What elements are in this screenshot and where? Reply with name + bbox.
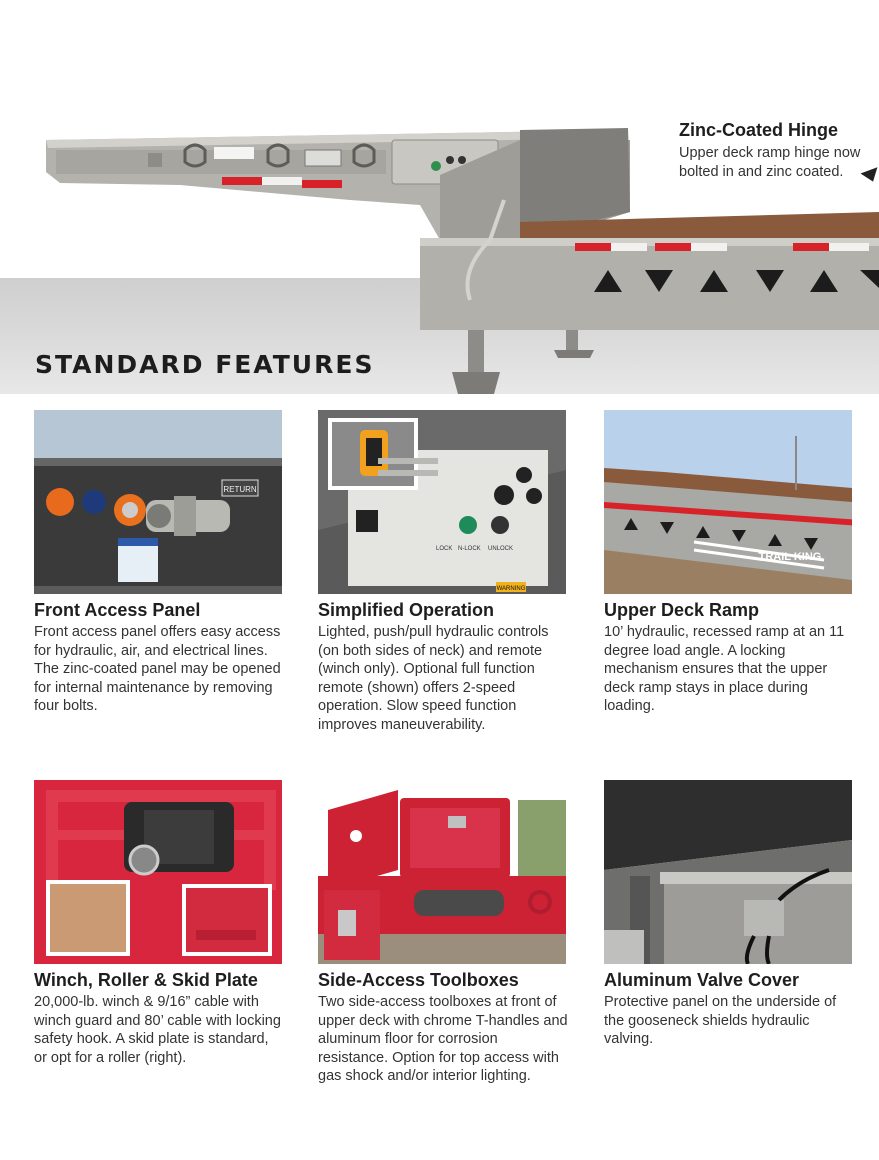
unlock-label: UNLOCK	[488, 546, 514, 552]
hero-section	[0, 0, 879, 400]
lock-label: LOCK	[436, 546, 453, 552]
feature-text: Lighted, push/pull hydraulic controls (on both sides of neck) and remote (winch only). Optional full function remote (shown) offers 2-speed operation. Slow speed function improves maneuverability.	[318, 624, 549, 733]
feature-text: 10’ hydraulic, recessed ramp at an 11 degree load angle. A locking mechanism ensures that the upper deck ramp stays in place during loading.	[604, 624, 845, 714]
upper-deck-ramp-photo	[604, 410, 852, 594]
feature-text: 20,000-lb. winch & 9/16” cable with winch guard and 80’ cable with locking safety hook. A skid plate is standard, or opt for a roller (right).	[34, 994, 281, 1066]
feature-title: Aluminum Valve Cover	[604, 970, 800, 990]
hinge-callout	[679, 120, 874, 182]
feature-title: Side-Access Toolboxes	[318, 970, 519, 990]
warning-label: WARNING	[496, 586, 526, 592]
feature-card-upper-deck-ramp	[604, 410, 854, 716]
feature-title: Simplified Operation	[318, 600, 495, 620]
winch-photo	[34, 780, 282, 964]
feature-text: Front access panel offers easy access for hydraulic, air, and electrical lines. The zinc-coated panel may be opened for internal maintenance by removing four bolts.	[34, 624, 281, 714]
feature-title: Front Access Panel	[34, 600, 201, 620]
n-lock-label: N-LOCK	[458, 546, 481, 552]
simplified-operation-photo	[318, 410, 566, 594]
feature-card-winch-roller-skid-plate	[34, 780, 284, 1067]
feature-text: Two side-access toolboxes at front of upper deck with chrome T-handles and aluminum floor for corrosion resistance. Option for top access with gas shock and/or interior lighting.	[318, 994, 568, 1084]
callout-text: Upper deck ramp hinge now bolted in and zinc coated.	[679, 145, 861, 180]
feature-card-simplified-operation	[318, 410, 568, 734]
front-access-panel-photo	[34, 410, 282, 594]
trail-king-label: TRAIL KING	[758, 551, 822, 563]
feature-card-side-access-toolboxes	[318, 780, 568, 1086]
section-title: STANDARD FEATURES	[35, 350, 375, 379]
trailer-gooseneck-image	[0, 0, 879, 400]
feature-title: Upper Deck Ramp	[604, 600, 760, 620]
feature-card-front-access-panel	[34, 410, 284, 716]
valve-cover-photo	[604, 780, 852, 964]
callout-title: Zinc-Coated Hinge	[679, 120, 839, 140]
toolbox-photo	[318, 780, 566, 964]
return-label: RETURN	[223, 485, 257, 494]
feature-title: Winch, Roller & Skid Plate	[34, 970, 258, 990]
feature-card-aluminum-valve-cover	[604, 780, 854, 1049]
feature-text: Protective panel on the underside of the gooseneck shields hydraulic valving.	[604, 994, 837, 1047]
